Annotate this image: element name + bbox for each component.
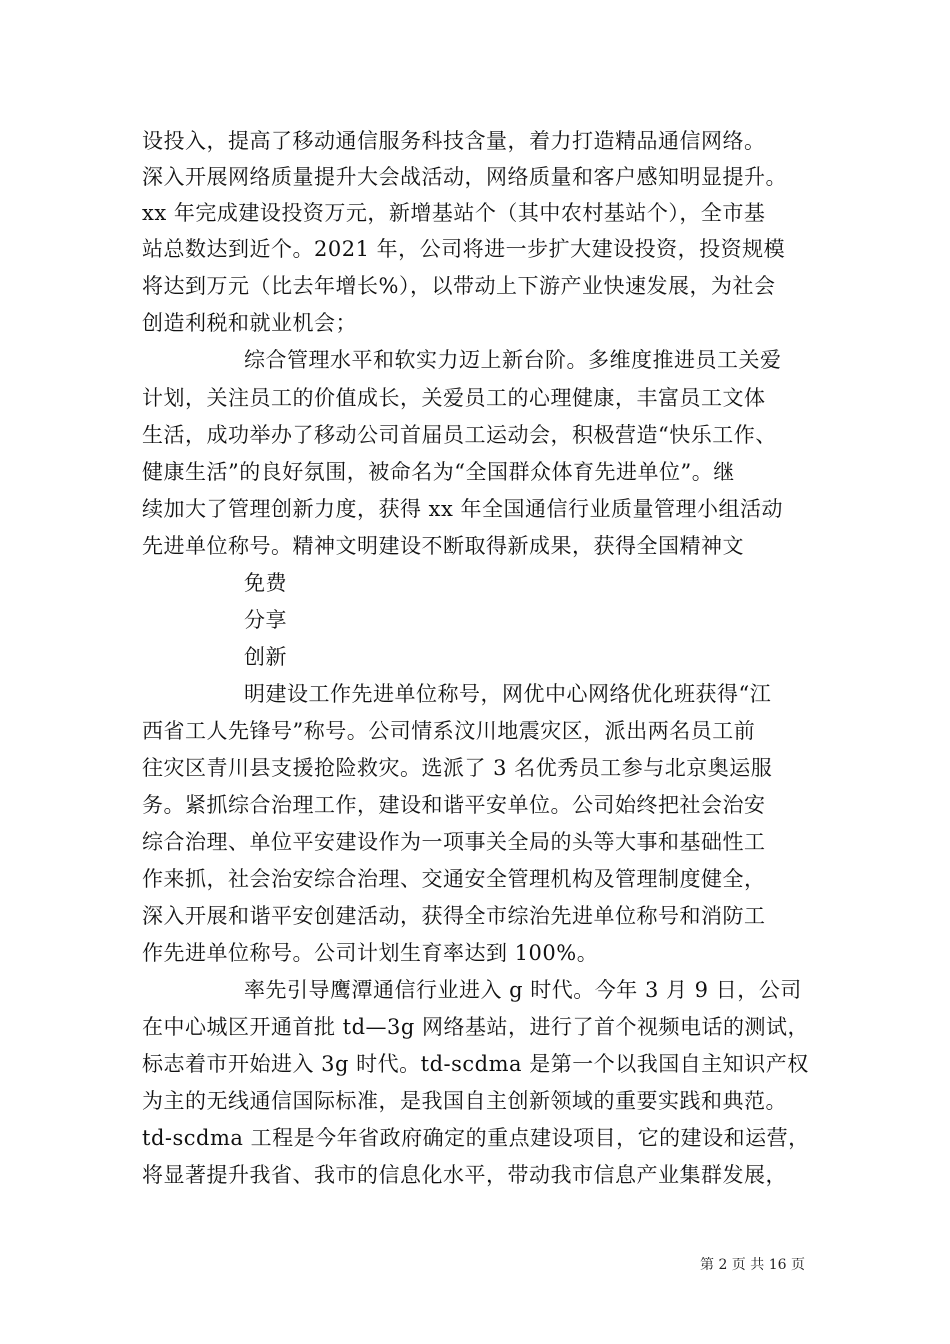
- watermark-word-innovate: 创新: [244, 645, 287, 669]
- text-line: td-scdma 工程是今年省政府确定的重点建设项目，它的建设和运营，: [142, 1126, 810, 1150]
- text-line: 作先进单位称号。公司计划生育率达到 100%。: [142, 941, 599, 965]
- text-line: 标志着市开始进入 3g 时代。td-scdma 是第一个以我国自主知识产权: [142, 1052, 809, 1076]
- text-line: 先进单位称号。精神文明建设不断取得新成果，获得全国精神文: [142, 534, 744, 558]
- text-line: 站总数达到近个。2021 年，公司将进一步扩大建设投资，投资规模: [142, 237, 786, 261]
- text-line: 生活，成功举办了移动公司首届员工运动会，积极营造“快乐工作、: [142, 423, 777, 447]
- text-line: 创造利税和就业机会；: [142, 311, 357, 335]
- text-line: xx 年完成建设投资万元，新增基站个（其中农村基站个），全市基: [142, 201, 766, 225]
- text-line: 健康生活”的良好氛围，被命名为“全国群众体育先进单位”。继: [142, 460, 735, 484]
- text-line: 综合治理、单位平安建设作为一项事关全局的头等大事和基础性工: [142, 830, 766, 854]
- paragraph-first-line: 率先引导鹰潭通信行业进入 g 时代。今年 3 月 9 日，公司: [244, 978, 802, 1002]
- page-number: 第 2 页 共 16 页: [700, 1257, 805, 1273]
- text-line: 将达到万元（比去年增长%），以带动上下游产业快速发展，为社会: [142, 274, 776, 298]
- paragraph-first-line: 明建设工作先进单位称号，网优中心网络优化班获得“江: [244, 682, 772, 706]
- text-line: 为主的无线通信国际标准，是我国自主创新领域的重要实践和典范。: [142, 1089, 787, 1113]
- paragraph-first-line: 综合管理水平和软实力迈上新台阶。多维度推进员工关爱: [244, 348, 782, 372]
- text-line: 务。紧抓综合治理工作，建设和谐平安单位。公司始终把社会治安: [142, 793, 766, 817]
- text-line: 往灾区青川县支援抢险救灾。选派了 3 名优秀员工参与北京奥运服: [142, 756, 773, 780]
- text-line: 设投入，提高了移动通信服务科技含量，着力打造精品通信网络。: [142, 129, 766, 153]
- text-line: 作来抓，社会治安综合治理、交通安全管理机构及管理制度健全，: [142, 867, 766, 891]
- text-line: 在中心城区开通首批 td—3g 网络基站，进行了首个视频电话的测试，: [142, 1015, 810, 1039]
- watermark-word-share: 分享: [244, 608, 287, 632]
- text-line: 深入开展和谐平安创建活动，获得全市综治先进单位称号和消防工: [142, 904, 766, 928]
- text-line: 续加大了管理创新力度，获得 xx 年全国通信行业质量管理小组活动: [142, 497, 784, 521]
- text-line: 深入开展网络质量提升大会战活动，网络质量和客户感知明显提升。: [142, 165, 787, 189]
- text-line: 计划，关注员工的价值成长，关爱员工的心理健康，丰富员工文体: [142, 386, 766, 410]
- text-line: 将显著提升我省、我市的信息化水平，带动我市信息产业集群发展，: [142, 1163, 787, 1187]
- watermark-word-free: 免费: [244, 571, 287, 595]
- text-line: 西省工人先锋号”称号。公司情系汶川地震灾区，派出两名员工前: [142, 719, 756, 743]
